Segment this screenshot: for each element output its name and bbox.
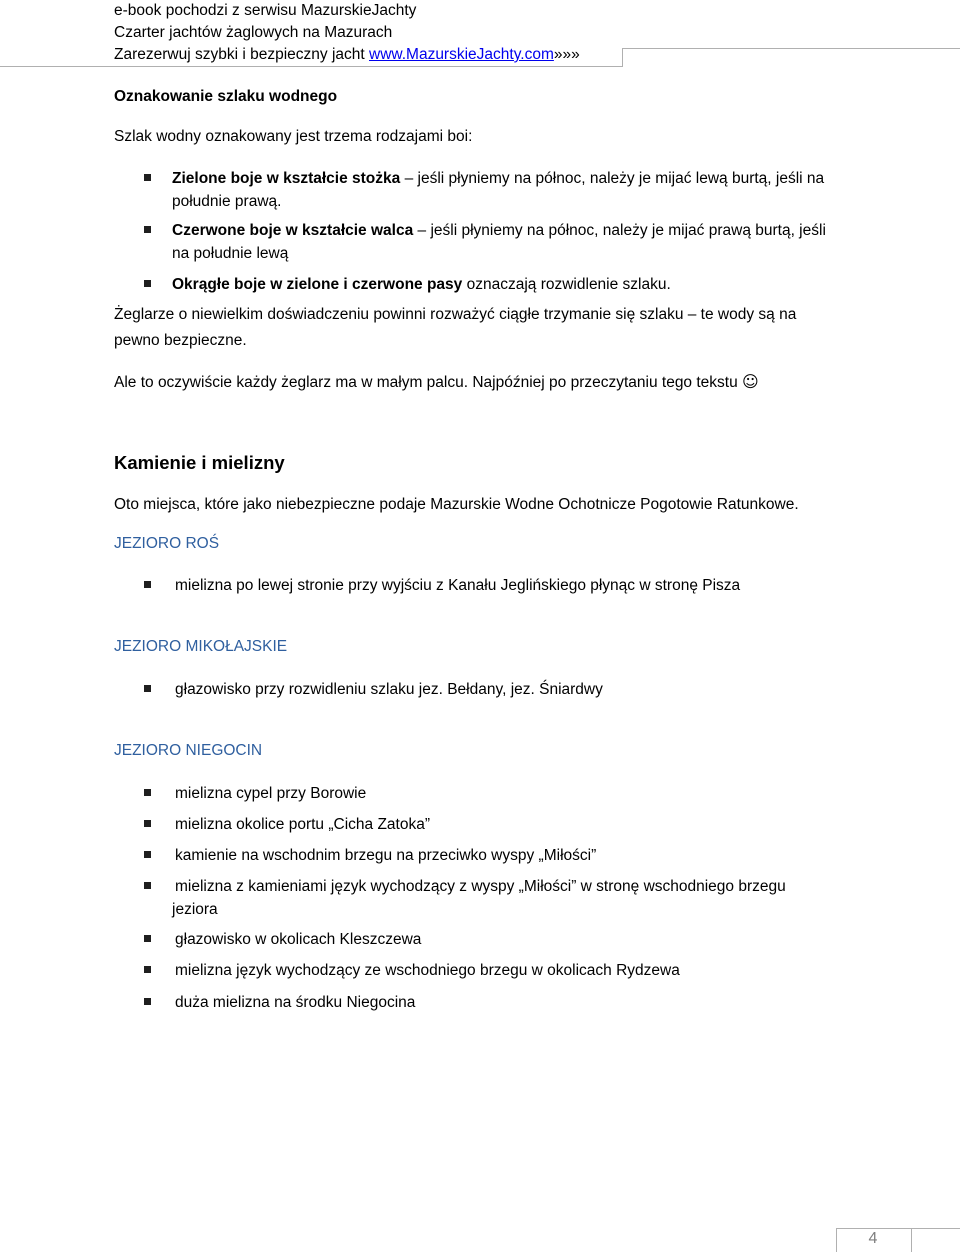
list-item: mielizna cypel przy Borowie xyxy=(175,785,367,802)
list-item-continuation: jeziora xyxy=(172,901,218,918)
footer-rule xyxy=(910,1228,960,1229)
header-rule xyxy=(0,66,622,67)
bullet-icon xyxy=(144,280,151,287)
marking-item-3 xyxy=(172,274,671,297)
bullet-icon xyxy=(144,226,151,233)
bullet-icon xyxy=(144,998,151,1005)
marking-item-1-rest: – jeśli płyniemy na północ, należy je mijać lewą burtą, jeśli na xyxy=(400,170,825,187)
list-item: duża mielizna na środku Niegocina xyxy=(175,994,416,1011)
header-rule-upper xyxy=(622,48,960,49)
marking-paragraph-1-line2: pewno bezpieczne. xyxy=(114,332,247,349)
bullet-icon xyxy=(144,174,151,181)
marking-item-3-rest: oznaczają rozwidlenie szlaku. xyxy=(462,276,671,293)
marking-paragraph-1-line1: Żeglarze o niewielkim doświadczeniu powinni rozważyć ciągłe trzymanie się szlaku – te wody są na xyxy=(114,306,797,323)
header-line-3 xyxy=(114,44,580,66)
marking-item-3-bold: Okrągłe boje w zielone i czerwone pasy xyxy=(172,276,463,293)
header-line-1: e-book pochodzi z serwisu MazurskieJachty xyxy=(114,2,417,19)
bullet-icon xyxy=(144,882,151,889)
marking-item-1-bold: Zielone boje w kształcie stożka xyxy=(172,170,401,187)
lake-heading-mikolajskie: JEZIORO MIKOŁAJSKIE xyxy=(114,638,288,655)
header-website-link[interactable]: www.MazurskieJachty.com xyxy=(369,46,554,63)
rocks-intro: Oto miejsca, które jako niebezpieczne podaje Mazurskie Wodne Ochotnicze Pogotowie Ratunkowe. xyxy=(114,496,799,513)
header-rule-step xyxy=(622,48,623,67)
marking-paragraph-2 xyxy=(114,370,759,395)
list-item: mielizna po lewej stronie przy wyjściu z Kanału Jeglińskiego płynąc w stronę Pisza xyxy=(175,577,741,594)
header-line-2: Czarter jachtów żaglowych na Mazurach xyxy=(114,24,393,41)
marking-item-1-line2: południe prawą. xyxy=(172,192,282,210)
marking-title: Oznakowanie szlaku wodnego xyxy=(114,88,338,105)
page-header xyxy=(114,0,580,66)
lake-heading-niegocin: JEZIORO NIEGOCIN xyxy=(114,742,263,759)
smiley-icon: ☺ xyxy=(742,372,759,391)
marking-paragraph-2-text: Ale to oczywiście każdy żeglarz ma w małym palcu. Najpóźniej po przeczytaniu tego tekstu xyxy=(114,374,743,391)
bullet-icon xyxy=(144,789,151,796)
marking-item-2-bold: Czerwone boje w kształcie walca xyxy=(172,222,414,239)
bullet-icon xyxy=(144,820,151,827)
header-line-3-suffix: »»» xyxy=(553,46,580,63)
marking-paragraph-1 xyxy=(114,303,796,353)
list-item: mielizna okolice portu „Cicha Zatoka” xyxy=(175,816,430,833)
marking-item-1 xyxy=(172,168,824,213)
bullet-icon xyxy=(144,851,151,858)
bullet-icon xyxy=(144,935,151,942)
list-item: mielizna z kamieniami język wychodzący z wyspy „Miłości” w stronę wschodniego brzegu xyxy=(175,878,786,895)
marking-item-2-line2: na południe lewą xyxy=(172,244,289,262)
lake-heading-ros: JEZIORO ROŚ xyxy=(114,535,220,552)
list-item: głazowisko w okolicach Kleszczewa xyxy=(175,931,422,948)
bullet-icon xyxy=(144,581,151,588)
list-item: kamienie na wschodnim brzegu na przeciwko wyspy „Miłości” xyxy=(175,847,597,864)
marking-item-2 xyxy=(172,220,826,265)
header-line-3-prefix: Zarezerwuj szybki i bezpieczny jacht xyxy=(114,46,369,63)
marking-intro: Szlak wodny oznakowany jest trzema rodzajami boi: xyxy=(114,128,473,145)
bullet-icon xyxy=(144,966,151,973)
rocks-title: Kamienie i mielizny xyxy=(114,452,285,473)
list-item: mielizna język wychodzący ze wschodniego brzegu w okolicach Rydzewa xyxy=(175,962,680,979)
marking-item-2-rest: – jeśli płyniemy na północ, należy je mijać prawą burtą, jeśli xyxy=(413,222,826,239)
list-item: głazowisko przy rozwidleniu szlaku jez. Bełdany, jez. Śniardwy xyxy=(175,681,603,698)
page-number: 4 xyxy=(868,1230,878,1247)
bullet-icon xyxy=(144,685,151,692)
